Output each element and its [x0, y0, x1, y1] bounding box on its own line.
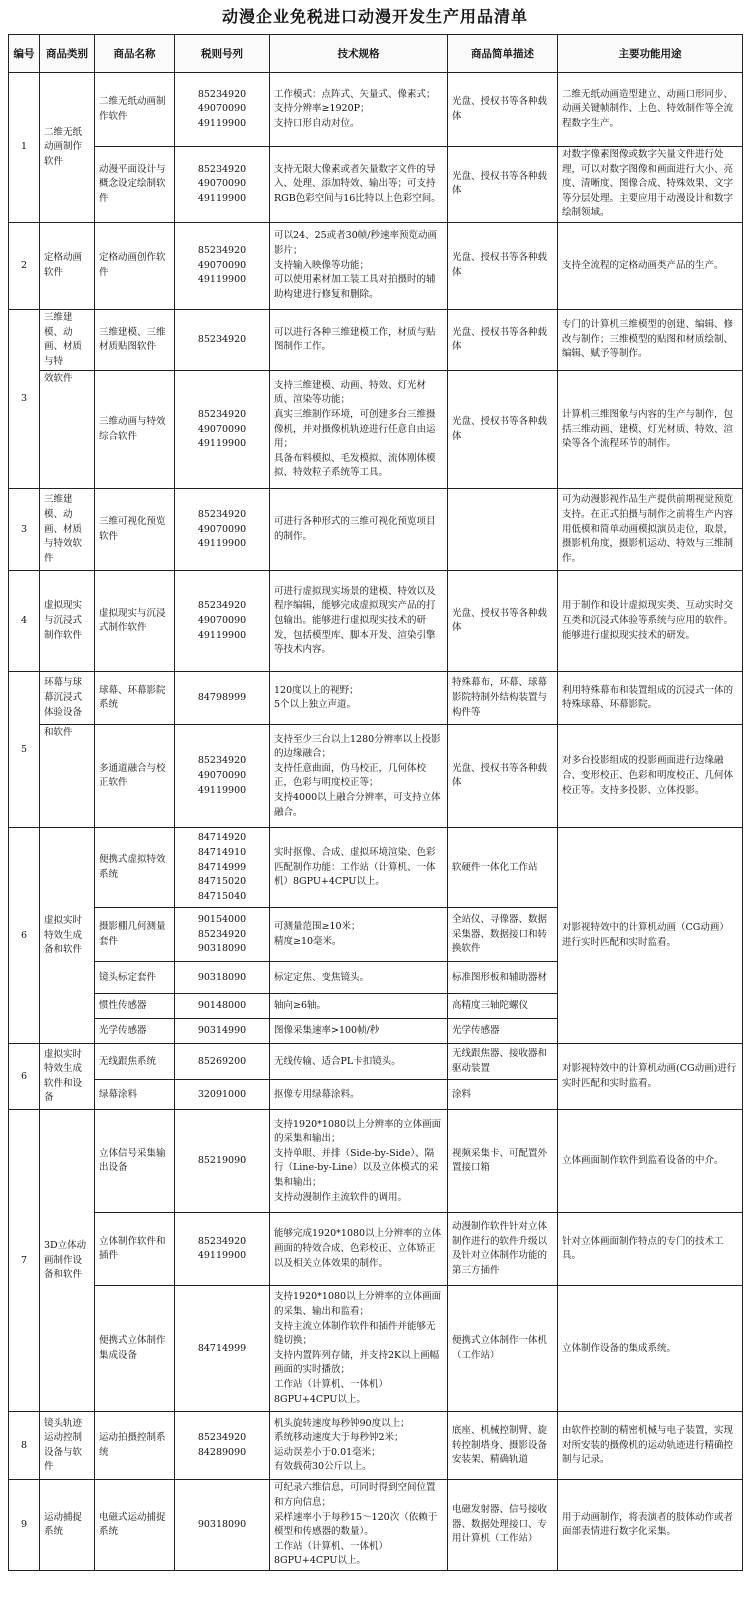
- tariff-codes: 85234920 49119900: [175, 1213, 270, 1286]
- tariff-codes: 84714920 84714910 84714999 84715020 84715040: [175, 828, 270, 908]
- item-number: 2: [9, 222, 40, 309]
- item-number: 6: [9, 828, 40, 1044]
- tariff-codes: 85269200: [175, 1044, 270, 1080]
- item-category: 三维建模、动画、材质与特效软件: [40, 489, 95, 571]
- item-category: 环幕与球幕沉浸式体验设备: [40, 672, 95, 725]
- item-name: 虚拟现实与沉浸式制作软件: [95, 571, 175, 672]
- tech-spec: 支持1920*1080以上分辨率的立体画面的采集和输出； 支持单眼、并排（Side-by-Side）、隔行（Line-by-Line）以及立体模式的采集和输出； 支持动漫制作主流软件的调用。: [270, 1110, 448, 1213]
- table-header-row: [9, 35, 743, 73]
- item-description: 软硬件一体化工作站: [448, 828, 558, 908]
- item-category: 三维建模、动画、材质与特: [40, 309, 95, 370]
- item-description: 光盘、授权书等各种载体: [448, 222, 558, 309]
- document-title: 动漫企业免税进口动漫开发生产用品清单: [221, 7, 528, 26]
- tariff-codes: 85234920 49070090 49119900: [175, 147, 270, 223]
- tariff-codes: 85234920 49070090 49119900: [175, 73, 270, 147]
- item-description: 标准图形板和辅助器材: [448, 962, 558, 994]
- item-name: 电磁式运动捕捉系统: [95, 1480, 175, 1571]
- tech-spec: 可进行各种形式的三维可视化预览项目的制作。: [270, 489, 448, 571]
- item-name: 摄影棚几何测量套件: [95, 908, 175, 962]
- item-name: 三维可视化预览软件: [95, 489, 175, 571]
- table-row: [9, 1286, 743, 1412]
- item-number: 4: [9, 571, 40, 672]
- tech-spec: 能够完成1920*1080以上分辨率的立体画面的特效合成、色彩校正、立体矫正以及相关立体效果的制作。: [270, 1213, 448, 1286]
- item-description: 全站仪、寻像器、数据采集器、数据接口和转换软件: [448, 908, 558, 962]
- tariff-codes: 84798999: [175, 672, 270, 725]
- tech-spec: 支持1920*1080以上分辨率的立体画面的采集、输出和监看； 支持主流立体制作软件和插件并能够无缝切换； 支持内置阵列存储，并支持2K以上画幅画面的实时播放； 工作站（计算机、一体机）8GPU+4CPU以上。: [270, 1286, 448, 1412]
- item-category: 镜头轨迹运动控制设备与软件: [40, 1412, 95, 1480]
- item-category: 二维无纸动画制作软件: [40, 73, 95, 223]
- item-description: 光盘、授权书等各种载体: [448, 571, 558, 672]
- item-description: 涂料: [448, 1080, 558, 1110]
- tariff-codes: 84714999: [175, 1286, 270, 1412]
- item-name: 动漫平面设计与概念设定绘制软件: [95, 147, 175, 223]
- tariff-codes: 85234920 49070090 49119900: [175, 489, 270, 571]
- table-row: [9, 1044, 743, 1080]
- item-usage: 用于制作和设计虚拟现实类、互动实时交互类和沉浸式体验等系统与应用的软件。能够进行虚拟现实技术的研发。: [558, 571, 743, 672]
- table-row: [9, 1213, 743, 1286]
- item-name: 镜头标定套件: [95, 962, 175, 994]
- table-row: [9, 571, 743, 672]
- tariff-codes: 90314990: [175, 1019, 270, 1044]
- item-name: 定格动画创作软件: [95, 222, 175, 309]
- tech-spec: 标定定焦、变焦镜头。: [270, 962, 448, 994]
- item-usage: 由软件控制的精密机械与电子装置，实现对所安装的摄像机的运动轨迹进行精确控制与记录。: [558, 1412, 743, 1480]
- item-description: 光盘、授权书等各种载体: [448, 147, 558, 223]
- tariff-codes: 85234920 49070090 49119900: [175, 725, 270, 828]
- item-category: 虚拟现实与沉浸式制作软件: [40, 571, 95, 672]
- tech-spec: 120度以上的视野； 5个以上独立声道。: [270, 672, 448, 725]
- item-number: 5: [9, 672, 40, 828]
- tech-spec: 支持无限大像素或者矢量数字文件的导入、处理、添加特效、输出等；可支持RGB色彩空间与16比特以上色彩空间。: [270, 147, 448, 223]
- header-usage: 主要功能用途: [558, 35, 743, 73]
- item-category: 和软件: [40, 725, 95, 828]
- tariff-codes: 85219090: [175, 1110, 270, 1213]
- tech-spec: 抠像专用绿幕涂料。: [270, 1080, 448, 1110]
- item-category: 虚拟实时特效生成软件和设备: [40, 1044, 95, 1110]
- table-row: [9, 489, 743, 571]
- item-usage: 支持全流程的定格动画类产品的生产。: [558, 222, 743, 309]
- tariff-codes: 32091000: [175, 1080, 270, 1110]
- item-usage: 专门的计算机三维模型的创建、编辑、修改与制作；三维模型的贴图和材质绘制、编辑、赋予等制作。: [558, 309, 743, 370]
- item-number: 3: [9, 489, 40, 571]
- tariff-codes: 90154000 85234920 90318090: [175, 908, 270, 962]
- item-description: 光学传感器: [448, 1019, 558, 1044]
- goods-table: [8, 34, 743, 1571]
- item-name: 多通道融合与校正软件: [95, 725, 175, 828]
- item-name: 光学传感器: [95, 1019, 175, 1044]
- item-name: 运动拍摄控制系统: [95, 1412, 175, 1480]
- item-category: 效软件: [40, 371, 95, 489]
- item-name: 便携式立体制作集成设备: [95, 1286, 175, 1412]
- item-number: 7: [9, 1110, 40, 1412]
- header-category: 商品类别: [40, 35, 95, 73]
- table-row: [9, 1110, 743, 1213]
- tech-spec: 轴向≥6轴。: [270, 994, 448, 1019]
- item-usage: 二维无纸动画造型建立、动画口形同步、动画关键帧制作、上色、特效制作等全流程数字生产。: [558, 73, 743, 147]
- tech-spec: 可测量范围≥10米； 精度≥10毫米。: [270, 908, 448, 962]
- tariff-codes: 85234920 49070090 49119900: [175, 222, 270, 309]
- header-description: 商品简单描述: [448, 35, 558, 73]
- tariff-codes: 90148000: [175, 994, 270, 1019]
- table-row: [9, 222, 743, 309]
- item-name: 立体制作软件和插件: [95, 1213, 175, 1286]
- item-usage: 对多台投影组成的投影画面进行边缘融合、变形校正、色彩和明度校正、几何体校正等。支持多投影、立体投影。: [558, 725, 743, 828]
- item-description: 特殊幕布，环幕、球幕影院特制外结构装置与构件等: [448, 672, 558, 725]
- item-description: 光盘、授权书等各种载体: [448, 309, 558, 370]
- tech-spec: 图像采集速率>100帧/秒: [270, 1019, 448, 1044]
- tech-spec: 支持三维建模、动画、特效、灯光材质、渲染等功能； 真实三维制作环境，可创建多台三维摄像机，并对摄像机轨迹进行任意自由运用； 具备布料模拟、毛发模拟、流体刚体模拟、特效粒子系统等工具。: [270, 371, 448, 489]
- tech-spec: 可以24、25或者30帧/秒速率预览动画影片； 支持输入映像等功能； 可以使用素材加工装工具对拍摄时的辅助构建进行修复和删除。: [270, 222, 448, 309]
- item-usage: 用于动画制作，将表演者的肢体动作或者面部表情进行数字化采集。: [558, 1480, 743, 1571]
- item-category: 运动捕捉系统: [40, 1480, 95, 1571]
- item-usage: 对影视特效中的计算机动画（CG动画）进行实时匹配和实时监看。: [558, 828, 743, 1044]
- tech-spec: 可纪录六维信息，可同时得到空间位置和方向信息； 采样速率小于每秒15～120次（依赖于模型和传感器的数量）。 工作站（计算机、一体机）8GPU+4CPU以上。: [270, 1480, 448, 1571]
- item-number: 8: [9, 1412, 40, 1480]
- item-name: 立体信号采集输出设备: [95, 1110, 175, 1213]
- item-usage: 立体画面制作软件到监看设备的中介。: [558, 1110, 743, 1213]
- item-description: 光盘、授权书等各种载体: [448, 371, 558, 489]
- item-number: 1: [9, 73, 40, 223]
- header-tariff-code: 税则号列: [175, 35, 270, 73]
- item-name: 二维无纸动画制作软件: [95, 73, 175, 147]
- item-usage: 立体制作设备的集成系统。: [558, 1286, 743, 1412]
- tariff-codes: 85234920 49070090 49119900: [175, 571, 270, 672]
- table-row: [9, 828, 743, 908]
- item-description: 电磁发射器、信号接收器、数据处理接口、专用计算机（工作站）: [448, 1480, 558, 1571]
- tariff-codes: 90318090: [175, 962, 270, 994]
- header-spec: 技术规格: [270, 35, 448, 73]
- tariff-codes: 85234920 84289090: [175, 1412, 270, 1480]
- item-description: 光盘、授权书等各种载体: [448, 73, 558, 147]
- item-description: 动漫制作软件针对立体制作进行的软件升级以及针对立体制作功能的第三方插件: [448, 1213, 558, 1286]
- tech-spec: 无线传输、适合PL卡扣镜头。: [270, 1044, 448, 1080]
- item-description: 便携式立体制作一体机（工作站）: [448, 1286, 558, 1412]
- header-name: 商品名称: [95, 35, 175, 73]
- item-name: 绿幕涂料: [95, 1080, 175, 1110]
- item-category: 定格动画软件: [40, 222, 95, 309]
- table-row: [9, 371, 743, 489]
- item-name: 三维动画与特效综合软件: [95, 371, 175, 489]
- item-usage: 利用特殊幕布和装置组成的沉浸式一体的特殊球幕、环幕影院。: [558, 672, 743, 725]
- item-number: 6: [9, 1044, 40, 1110]
- item-name: 三维建模、三维材质贴图软件: [95, 309, 175, 370]
- tech-spec: 支持至少三台以上1280分辨率以上投影的边缘融合； 支持任意曲面，伪马校正，几何体校正，色彩与明度校正等； 支持4000以上融合分辨率，可支持立体融合。: [270, 725, 448, 828]
- item-description: [448, 489, 558, 571]
- item-number: 3: [9, 309, 40, 488]
- item-category: 3D立体动画制作设备和软件: [40, 1110, 95, 1412]
- item-usage: 对数字像素图像或数字矢量文件进行处理，可以对数字图像和画面进行大小、亮度、清晰度、图像合成、特殊效果、文字等分层处理。主要应用于动漫设计和数字绘制领域。: [558, 147, 743, 223]
- item-description: 底座、机械控制臂、旋转控制塔身、摄影设备安装架、精确轨道: [448, 1412, 558, 1480]
- item-name: 便携式虚拟特效系统: [95, 828, 175, 908]
- tech-spec: 可进行虚拟现实场景的建模、特效以及程序编辑，能够完成虚拟现实产品的打包输出。能够进行虚拟现实技术的研发，包括模型库、脚本开发、渲染引擎等技术内容。: [270, 571, 448, 672]
- table-row: [9, 309, 743, 370]
- table-row: [9, 725, 743, 828]
- item-name: 球幕、环幕影院系统: [95, 672, 175, 725]
- item-usage: 对影视特效中的计算机动画(CG动画)进行实时匹配和实时监看。: [558, 1044, 743, 1110]
- item-category: 虚拟实时特效生成备和软件: [40, 828, 95, 1044]
- tech-spec: 可以进行各种三维建模工作，材质与贴图制作工作。: [270, 309, 448, 370]
- item-name: 惯性传感器: [95, 994, 175, 1019]
- tech-spec: 实时抠像、合成、虚拟环境渲染、色彩匹配制作功能：工作站（计算机、一体机）8GPU+4CPU以上。: [270, 828, 448, 908]
- item-usage: 计算机三维图象与内容的生产与制作，包括三维动画、建模、灯光材质、特效、渲染等各个流程环节的制作。: [558, 371, 743, 489]
- tariff-codes: 85234920: [175, 309, 270, 370]
- item-description: 高精度三轴陀螺仪: [448, 994, 558, 1019]
- table-row: [9, 1480, 743, 1571]
- table-row: [9, 1412, 743, 1480]
- tech-spec: 工作模式：点阵式、矢量式、像素式； 支持分辨率≥1920P； 支持口形自动对位。: [270, 73, 448, 147]
- item-usage: 针对立体画面制作特点的专门的技术工具。: [558, 1213, 743, 1286]
- tech-spec: 机头旋转速度每秒钟90度以上； 系统移动速度大于每秒钟2米； 运动误差小于0.01毫米； 有效载荷30公斤以上。: [270, 1412, 448, 1480]
- table-row: [9, 672, 743, 725]
- tariff-codes: 90318090: [175, 1480, 270, 1571]
- item-usage: 可为动漫影视作品生产提供前期视觉预览支持。在正式拍摄与制作之前将生产内容用低模和简单动画模拟演员走位，取景，摄影机角度，摄影机运动、特效与三维制作。: [558, 489, 743, 571]
- table-row: [9, 73, 743, 147]
- item-name: 无线跟焦系统: [95, 1044, 175, 1080]
- item-number: 9: [9, 1480, 40, 1571]
- item-description: 光盘、授权书等各种载体: [448, 725, 558, 828]
- tariff-codes: 85234920 49070090 49119900: [175, 371, 270, 489]
- table-row: [9, 147, 743, 223]
- item-description: 无线跟焦器、接收器和驱动装置: [448, 1044, 558, 1080]
- header-no: 编号: [9, 35, 40, 73]
- item-description: 视频采集卡、可配置外置接口箱: [448, 1110, 558, 1213]
